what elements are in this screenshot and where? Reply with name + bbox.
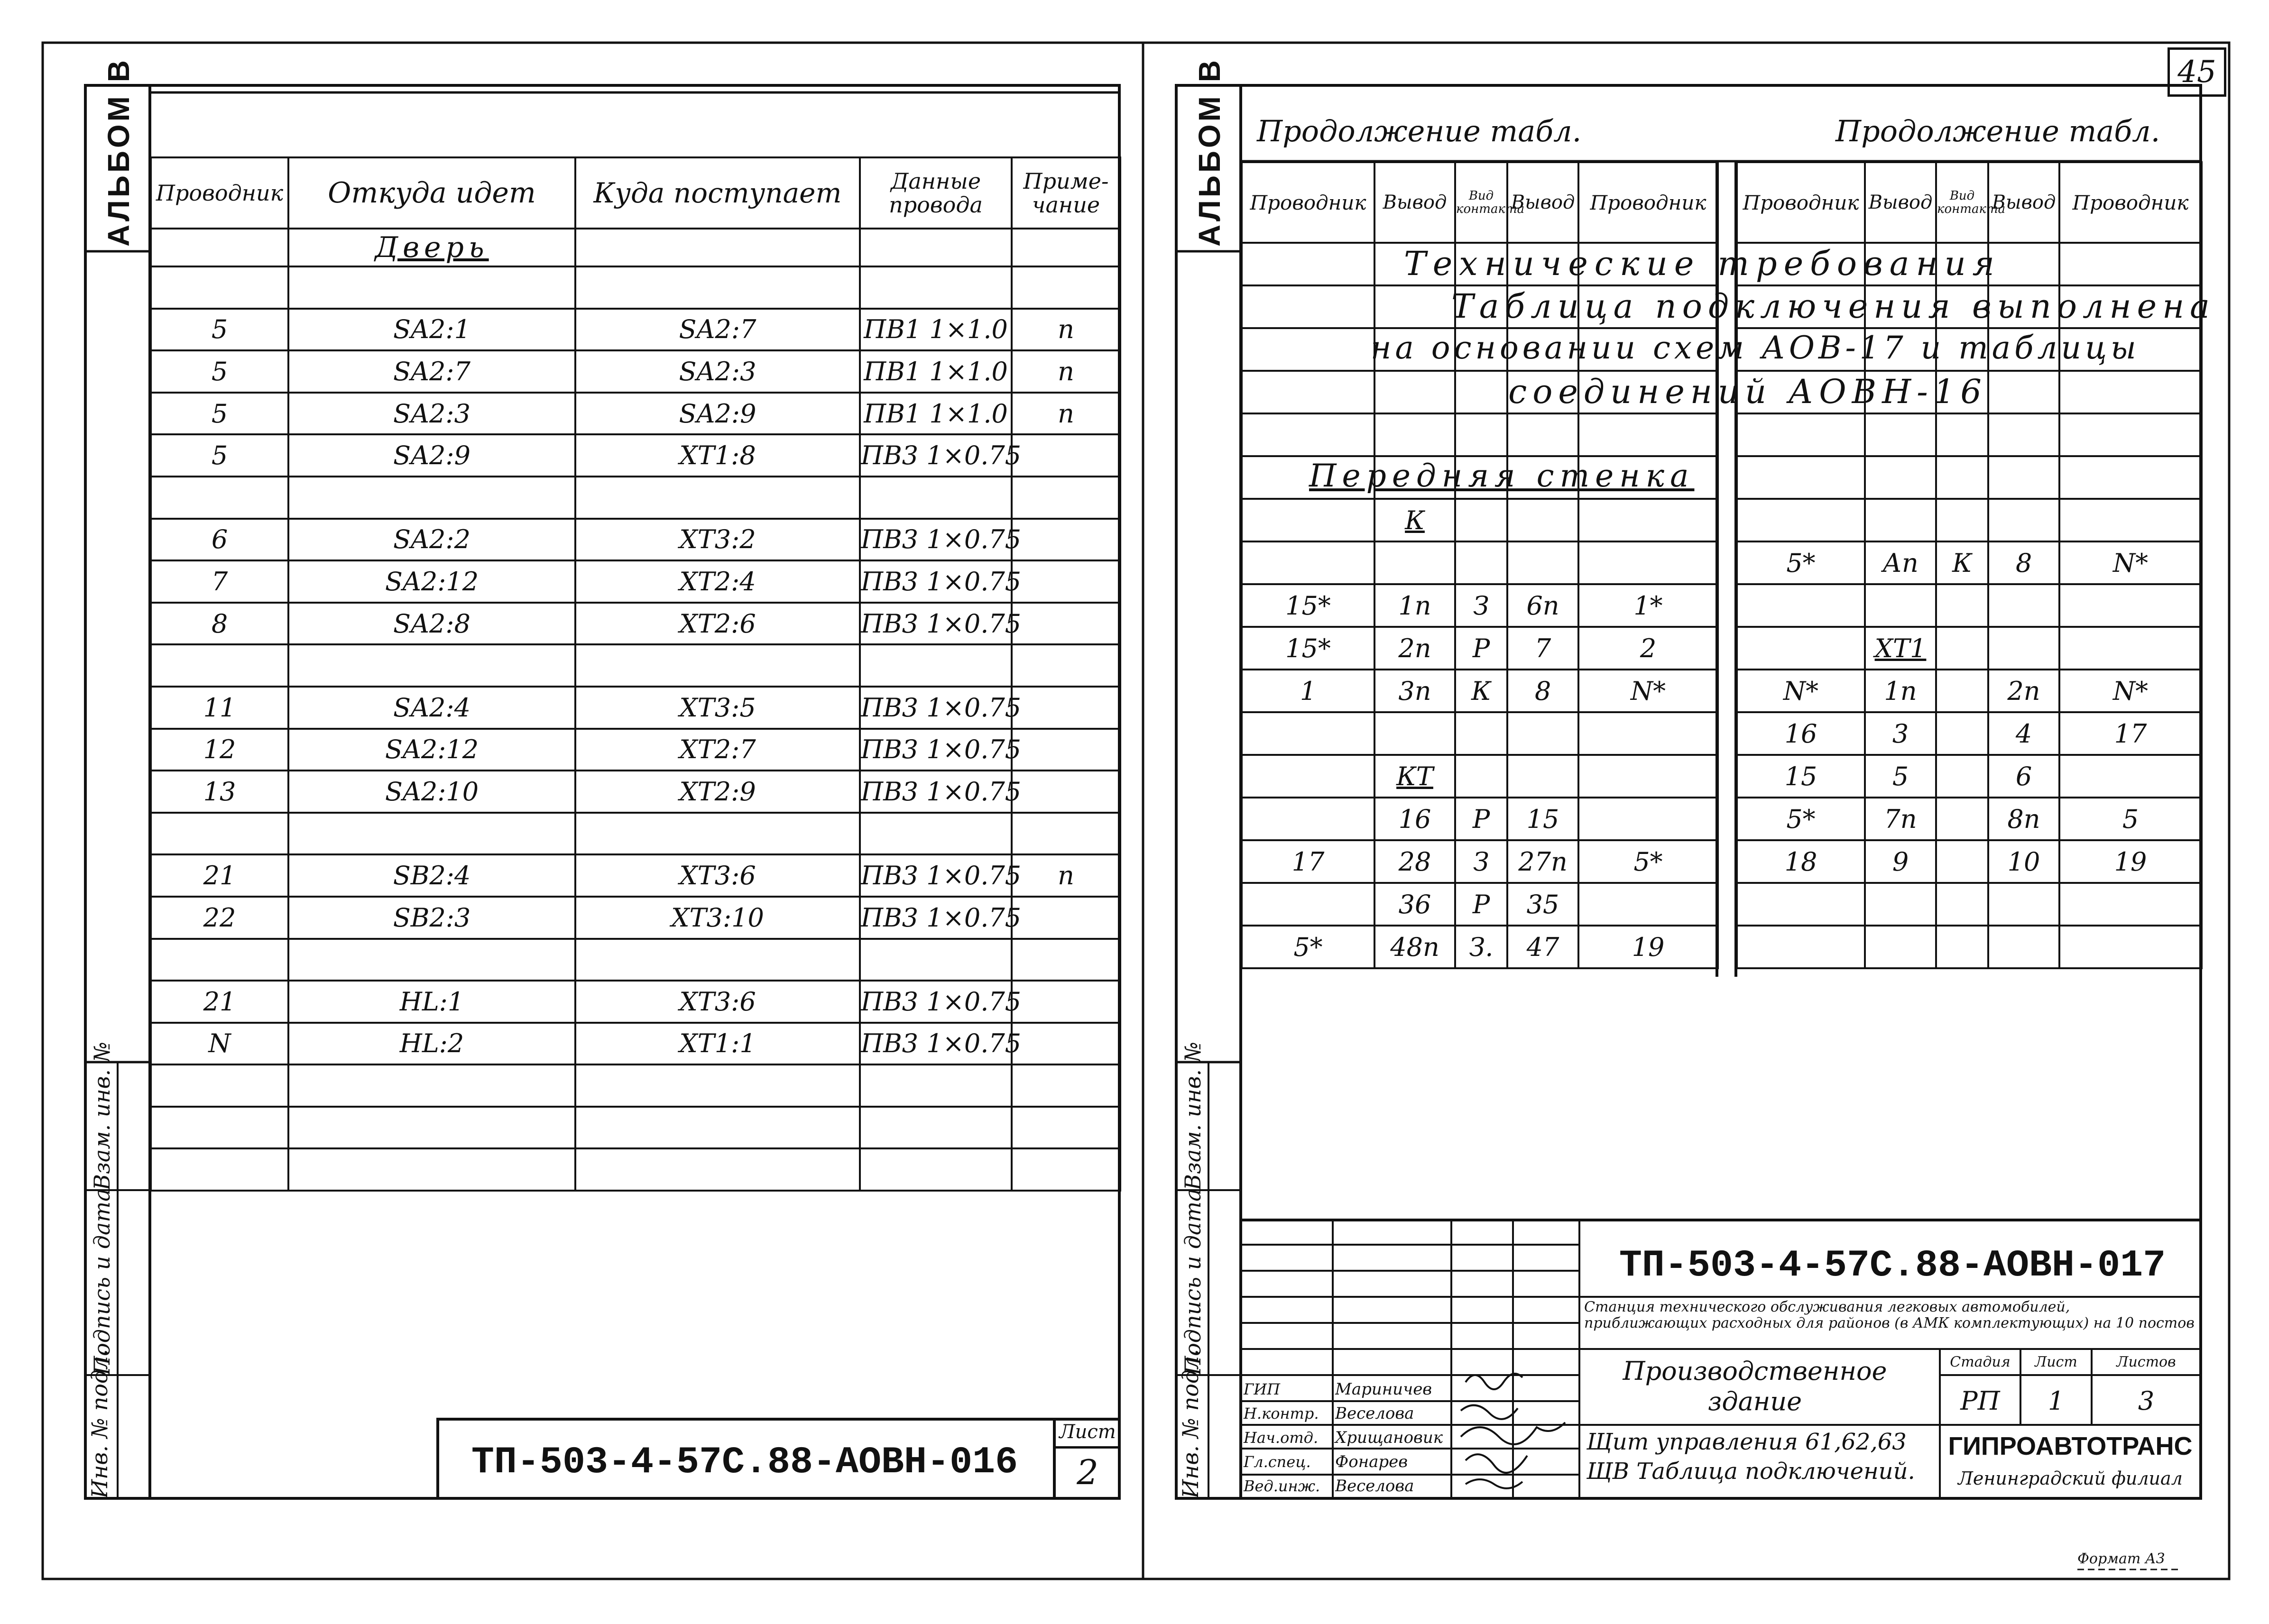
right-table-a-cell: 6п — [1507, 584, 1578, 627]
right-table-a-cell: 27п — [1507, 840, 1578, 883]
left-table-cell: SA2:12 — [288, 729, 575, 771]
album-label-right: АЛЬБОМ В — [1192, 57, 1227, 247]
right-table-b-cell: 15 — [1737, 755, 1865, 798]
left-table-cell: ПВ3 1×0.75 — [860, 560, 1012, 603]
left-table-cell: HL:1 — [288, 981, 575, 1023]
left-table-cell: SA2:1 — [288, 309, 575, 351]
right-table-b-cell: 5 — [1865, 755, 1936, 798]
right-table-a-cell: 48п — [1374, 926, 1455, 968]
sheet-label: Лист — [2035, 1354, 2077, 1370]
right-table-a-cell: Р — [1455, 798, 1507, 840]
left-table-cell: ПВ3 1×0.75 — [860, 854, 1012, 897]
stamp-person-name: Веселова — [1335, 1477, 1414, 1496]
right-table-b-cell: 1п — [1865, 670, 1936, 712]
left-table-cell: 8 — [151, 603, 288, 645]
stamp-role: Нач.отд. — [1244, 1429, 1319, 1447]
tech-req-line-1: Технические требования — [1404, 244, 2002, 283]
left-table-cell: ПВ1 1×1.0 — [860, 309, 1012, 351]
right-table-b-cell: 9 — [1865, 840, 1936, 883]
col-header-from: Откуда идет — [288, 157, 575, 229]
left-table-cell: SA2:3 — [575, 350, 860, 393]
left-table-cell: SA2:3 — [288, 393, 575, 435]
right-table-b-cell: N* — [2059, 541, 2202, 584]
side-label-podpis-right: Подпись и дата — [1180, 1188, 1206, 1375]
left-table-cell: 5 — [151, 350, 288, 393]
rt-a-header-contact-text: Вид контакта — [1456, 189, 1525, 216]
rt-a-header-out-1: Вывод — [1374, 162, 1455, 243]
continuation-label-left: Продолжение табл. — [1257, 114, 1582, 148]
rt-a-header-conductor-1: Проводник — [1242, 162, 1374, 243]
right-table-b-cell: 19 — [2059, 840, 2202, 883]
rt-b-header-out-2: Вывод — [1988, 162, 2059, 243]
right-table-a-cell: 2п — [1374, 627, 1455, 670]
right-table-a-cell: 3п — [1374, 670, 1455, 712]
left-table-cell: п — [1012, 309, 1120, 351]
right-table-a-cell: З. — [1455, 926, 1507, 968]
left-table-cell: ПВ1 1×1.0 — [860, 350, 1012, 393]
right-table-a-cell: 5* — [1578, 840, 1718, 883]
right-table-b-cell: 5* — [1737, 798, 1865, 840]
right-table-b-cell: К — [1936, 541, 1988, 584]
org-branch: Ленинградский филиал — [1958, 1468, 2183, 1489]
right-table-a-cell: 17 — [1242, 840, 1374, 883]
left-table-cell: XT3:5 — [575, 687, 860, 729]
left-table-cell: ПВ3 1×0.75 — [860, 434, 1012, 477]
right-table-b-cell: Ап — [1865, 541, 1936, 584]
right-stamp-description: Станция технического обслуживания легковых автомобилей, приближающих расходных для районов (в АМК комплектующих) на 10 постов — [1584, 1299, 2195, 1331]
left-table-cell: ПВ1 1×1.0 — [860, 393, 1012, 435]
left-table-cell: SB2:3 — [288, 897, 575, 939]
right-table-b-cell: 16 — [1737, 712, 1865, 755]
stamp-role: Вед.инж. — [1244, 1477, 1320, 1495]
left-table-cell: HL:2 — [288, 1023, 575, 1065]
col-header-note-text: Приме-чание — [1023, 168, 1109, 218]
right-table-a-cell: 1п — [1374, 584, 1455, 627]
stamp-person-name: Мариничев — [1335, 1380, 1432, 1399]
stage-label: Стадия — [1950, 1354, 2011, 1370]
left-table-cell: ПВ3 1×0.75 — [860, 603, 1012, 645]
right-table-b-cell: 3 — [1865, 712, 1936, 755]
right-table-a-cell: 47 — [1507, 926, 1578, 968]
right-table-a-cell: 19 — [1578, 926, 1718, 968]
side-label-inv-podl-left: Инв. № подл. — [87, 1349, 112, 1498]
left-table-cell: 7 — [151, 560, 288, 603]
left-table-cell: ПВ3 1×0.75 — [860, 981, 1012, 1023]
stamp-person-name: Хрищановик — [1335, 1428, 1443, 1447]
rt-a-header-conductor-2: Проводник — [1578, 162, 1718, 243]
left-table-cell: 5 — [151, 434, 288, 477]
front-wall-title: Передняя стенка — [1309, 458, 1695, 494]
stamp-person-name: Веселова — [1335, 1404, 1414, 1423]
right-table-a-cell: 15 — [1507, 798, 1578, 840]
col-header-conductor: Проводник — [151, 157, 288, 229]
right-table-b-cell: 4 — [1988, 712, 2059, 755]
right-table-a-cell: 15* — [1242, 627, 1374, 670]
left-table-cell: ПВ3 1×0.75 — [860, 729, 1012, 771]
right-table-b-cell: 5 — [2059, 798, 2202, 840]
left-table-cell: XT3:2 — [575, 519, 860, 561]
album-label-left: АЛЬБОМ В — [101, 57, 136, 247]
left-table-cell: SA2:12 — [288, 560, 575, 603]
right-table-a-cell: 15* — [1242, 584, 1374, 627]
left-table-cell: N — [151, 1023, 288, 1065]
side-label-inv-podl-right: Инв. № подл. — [1178, 1349, 1203, 1498]
left-list-label: Лист — [1056, 1418, 1119, 1449]
left-table-cell: SA2:4 — [288, 687, 575, 729]
left-table-cell: SA2:9 — [288, 434, 575, 477]
right-table-b-cell: N* — [2059, 670, 2202, 712]
left-table-cell: 11 — [151, 687, 288, 729]
right-table-b-cell: 8 — [1988, 541, 2059, 584]
left-table-cell: 5 — [151, 393, 288, 435]
sheet-value: 1 — [2048, 1386, 2065, 1416]
left-table-cell: ПВ3 1×0.75 — [860, 771, 1012, 813]
right-table-a-cell: 1* — [1578, 584, 1718, 627]
right-table-a-cell: 8 — [1507, 670, 1578, 712]
left-table-cell: 21 — [151, 981, 288, 1023]
right-table-a-cell: N* — [1578, 670, 1718, 712]
rt-b-header-contact-text: Вид контакта — [1937, 189, 2006, 216]
left-table-cell: XT1:1 — [575, 1023, 860, 1065]
left-table-cell: XT2:6 — [575, 603, 860, 645]
col-header-wire-data-text: Данные провода — [889, 168, 983, 218]
sheets-label: Листов — [2116, 1354, 2176, 1370]
left-table-cell: SA2:10 — [288, 771, 575, 813]
right-table-a-cell: З — [1455, 584, 1507, 627]
left-table-cell: 6 — [151, 519, 288, 561]
page-number: 45 — [2177, 55, 2216, 90]
stamp-role: Гл.спец. — [1244, 1453, 1311, 1471]
left-list-number: 2 — [1077, 1452, 1098, 1492]
right-table-b-cell: N* — [1737, 670, 1865, 712]
left-table-cell: SB2:4 — [288, 854, 575, 897]
right-table-a-cell: Р — [1455, 883, 1507, 926]
right-table-b-cell: 5* — [1737, 541, 1865, 584]
tech-req-line-2: Таблица подключения выполнена — [1451, 287, 2215, 326]
continuation-label-right: Продолжение табл. — [1835, 114, 2160, 148]
stamp-person-name: Фонарев — [1335, 1452, 1408, 1471]
right-table-a-cell: 16 — [1374, 798, 1455, 840]
rt-b-header-conductor-2: Проводник — [2059, 162, 2202, 243]
side-label-podpis-left: Подпись и дата — [89, 1188, 115, 1375]
org-name: ГИПРОАВТОТРАНС — [1948, 1432, 2193, 1460]
right-table-b-cell: 6 — [1988, 755, 2059, 798]
tech-req-line-4: соединений АОВН-16 — [1508, 372, 1987, 411]
left-table-cell: XT2:4 — [575, 560, 860, 603]
stage-value: РП — [1960, 1386, 2000, 1416]
left-table-cell: 21 — [151, 854, 288, 897]
tech-req-line-3: на основании схем АОВ-17 и таблицы — [1371, 330, 2140, 366]
left-table-cell: SA2:7 — [288, 350, 575, 393]
col-header-to: Куда поступает — [575, 157, 860, 229]
right-table-a-cell: 28 — [1374, 840, 1455, 883]
left-table-cell: п — [1012, 393, 1120, 435]
right-table-b-cell: 10 — [1988, 840, 2059, 883]
footer-format-note: Формат А3 — [2077, 1551, 2165, 1567]
stamp-role: Н.контр. — [1244, 1404, 1319, 1422]
left-table-cell: ПВ3 1×0.75 — [860, 1023, 1012, 1065]
sheets-value: 3 — [2138, 1386, 2155, 1416]
right-table-a-cell: 35 — [1507, 883, 1578, 926]
right-table-a-cell: 5* — [1242, 926, 1374, 968]
side-label-vzam-inv-right: Взам. инв. № — [1180, 1041, 1206, 1190]
right-table-a-cell: КТ — [1374, 755, 1455, 798]
rt-b-header-conductor-1: Проводник — [1737, 162, 1865, 243]
left-stamp-code: ТП-503-4-57С.88-АОВН-016 — [471, 1441, 1018, 1484]
left-table-cell: 5 — [151, 309, 288, 351]
left-table-cell: ПВ3 1×0.75 — [860, 519, 1012, 561]
section-title-door: Дверь — [288, 229, 575, 266]
right-table-b-cell: ХТ1 — [1865, 627, 1936, 670]
left-table-cell: SA2:7 — [575, 309, 860, 351]
left-table-cell: XT3:6 — [575, 981, 860, 1023]
right-stamp-code: ТП-503-4-57С.88-АОВН-017 — [1619, 1244, 2166, 1287]
stamp-role: ГИП — [1244, 1380, 1280, 1398]
left-table-cell: ПВ3 1×0.75 — [860, 897, 1012, 939]
left-table-cell: XT1:8 — [575, 434, 860, 477]
right-stamp-title: Щит управления 61,62,63 ЩВ Таблица подключений. — [1586, 1429, 1915, 1485]
left-table-cell: 22 — [151, 897, 288, 939]
right-stamp-building: Производственное здание — [1623, 1356, 1887, 1416]
left-table-cell: SA2:9 — [575, 393, 860, 435]
rt-a-header-out-2: Вывод — [1507, 162, 1578, 243]
left-table-cell: SA2:8 — [288, 603, 575, 645]
left-table-cell: SA2:2 — [288, 519, 575, 561]
left-table-cell: 12 — [151, 729, 288, 771]
right-table-a-cell: 7 — [1507, 627, 1578, 670]
right-table-a-cell: К — [1455, 670, 1507, 712]
rt-b-header-out-1: Вывод — [1865, 162, 1936, 243]
left-table-cell: п — [1012, 854, 1120, 897]
right-table-b-cell: 7п — [1865, 798, 1936, 840]
left-table-cell: п — [1012, 350, 1120, 393]
side-label-vzam-inv-left: Взам. инв. № — [89, 1041, 115, 1190]
left-table-cell: XT2:7 — [575, 729, 860, 771]
left-table-cell: 13 — [151, 771, 288, 813]
right-table-b-cell: 8п — [1988, 798, 2059, 840]
right-table-a-cell: Р — [1455, 627, 1507, 670]
right-table-a-cell: 2 — [1578, 627, 1718, 670]
right-table-b-cell: 2п — [1988, 670, 2059, 712]
right-table-a-cell: 36 — [1374, 883, 1455, 926]
right-table-a-cell: К — [1374, 499, 1455, 541]
left-table-cell: ПВ3 1×0.75 — [860, 687, 1012, 729]
left-table-cell: XT3:6 — [575, 854, 860, 897]
left-table-cell: XT2:9 — [575, 771, 860, 813]
right-table-b-cell: 18 — [1737, 840, 1865, 883]
right-table-a-cell: З — [1455, 840, 1507, 883]
left-table-cell: XT3:10 — [575, 897, 860, 939]
right-table-a-cell: 1 — [1242, 670, 1374, 712]
right-table-b-cell: 17 — [2059, 712, 2202, 755]
